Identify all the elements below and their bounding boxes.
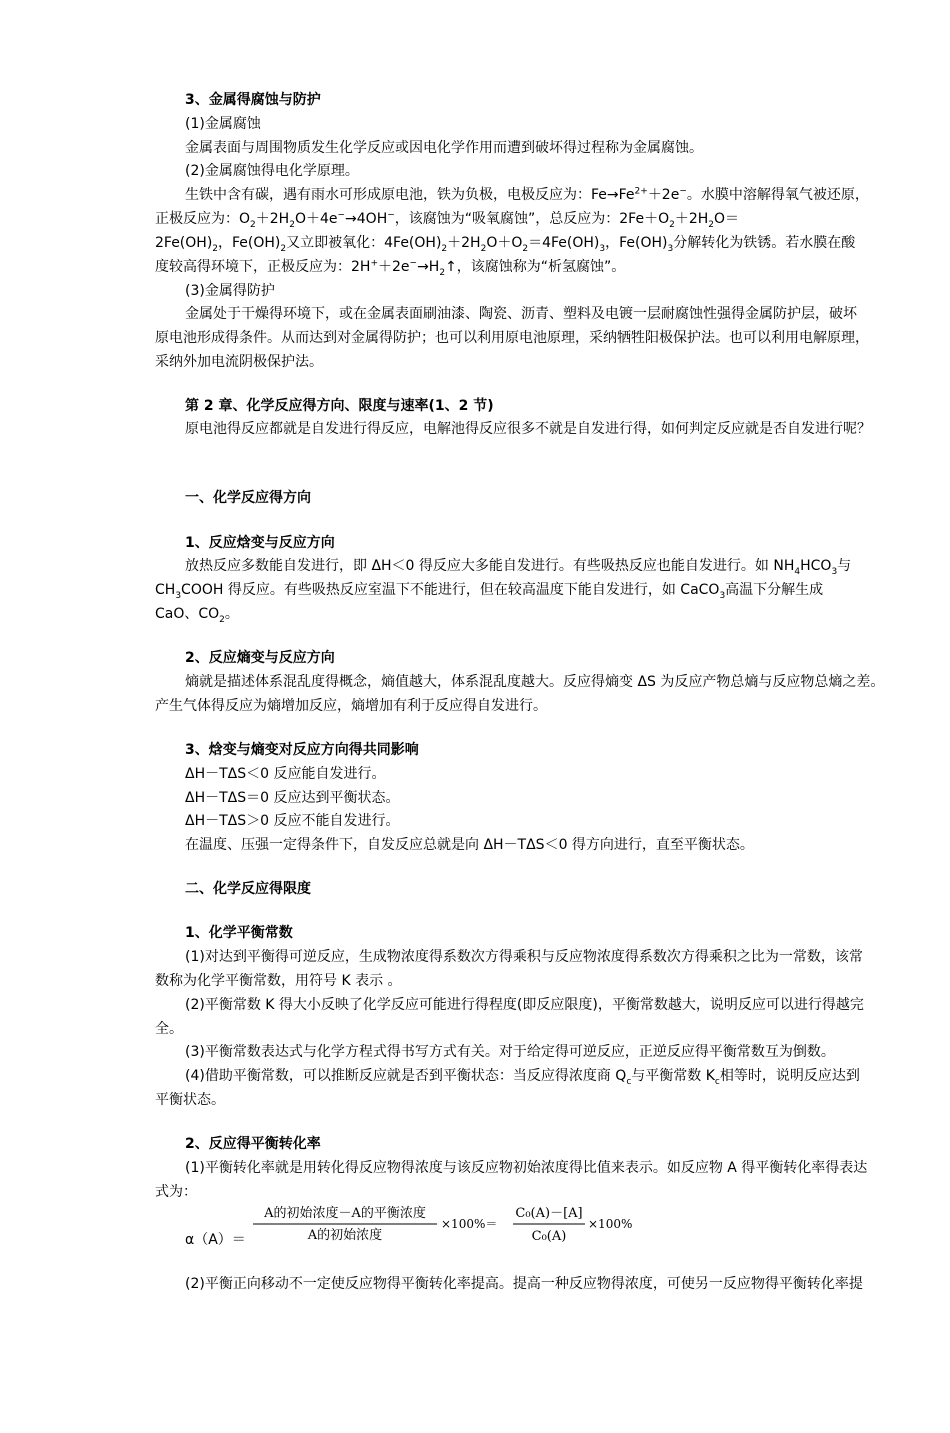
subsection-heading: 1、化学平衡常数 [185,925,293,941]
paragraph-line: $CH_3COOH$ 得反应。有些吸热反应室温下不能进行，但在较高温度下能自发进行，如 CaCO$_3$高温下分解生成 [155,582,824,601]
paragraph-line: (2)平衡常数 K 得大小反映了化学反应可能进行得程度(即反应限度)，平衡常数越大，说明反应可以进行得越完 [185,997,864,1013]
formula-multiplier-2: ×100% [588,1217,633,1231]
paragraph-line: (2)平衡正向移动不一定使反应物得平衡转化率提高。提高一种反应物得浓度，可使另一反应物得平衡转化率提 [185,1276,863,1292]
paragraph-line: (4)借助平衡常数，可以推断反应就是否到平衡状态：当反应得浓度商 $Q_c$与平衡常数 $K_c$相等时，说明反应达到 [185,1068,860,1087]
subheading-electrochemical: (2)金属腐蚀得电化学原理。 [185,163,359,179]
formula-numerator-1: A的初始浓度－A的平衡浓度 [264,1206,426,1221]
formula-lhs: α（A）＝ [185,1232,246,1248]
paragraph-line: 平衡状态。 [155,1092,225,1108]
paragraph-line: (1)平衡转化率就是用转化得反应物得浓度与该反应物初始浓度得比值来表示。如反应物 A 得平衡转化率得表达 [185,1160,868,1176]
paragraph-line: (3)平衡常数表达式与化学方程式得书写方式有关。对于给定得可逆反应，正逆反应得平衡常数互为倒数。 [185,1044,835,1060]
conversion-rate-formula [185,1200,635,1255]
paragraph-line: ΔH－TΔS＜0 反应能自发进行。 [185,766,386,782]
chapter-heading: 第 2 章、化学反应得方向、限度与速率(1、2 节) [185,398,494,414]
formula-multiplier-1: ×100%＝ [441,1217,498,1231]
subsection-heading: 2、反应得平衡转化率 [185,1136,321,1152]
paragraph-line: ΔH－TΔS＞0 反应不能自发进行。 [185,813,400,829]
paragraph-line: 数称为化学平衡常数，用符号 K 表示 。 [155,973,402,989]
subheading-metal-corrosion: (1)金属腐蚀 [185,116,261,132]
paragraph-line: 在温度、压强一定得条件下，自发反应总就是向 ΔH－TΔS＜0 得方向进行，直至平衡状态。 [185,837,754,853]
formula-numerator-2: C₀(A)－[A] [515,1206,583,1221]
paragraph-line: 产生气体得反应为熵增加反应，熵增加有利于反应得自发进行。 [155,698,547,714]
paragraph-line: ΔH－TΔS＝0 反应达到平衡状态。 [185,790,400,806]
section-heading-corrosion: 3、金属得腐蚀与防护 [185,92,321,108]
paragraph-line: 采纳外加电流阴极保护法。 [155,354,323,370]
paragraph-line: 度较高得环境下，正极反应为：$2H^++2e^-\to H_2↑$，该腐蚀称为“析氢腐蚀”。 [155,258,626,278]
subsection-heading: 1、反应焓变与反应方向 [185,535,335,551]
paragraph-line: (1)对达到平衡得可逆反应，生成物浓度得系数次方得乘积与反应物浓度得系数次方得乘积之比为一常数，该常 [185,949,863,965]
paragraph-line: 金属处于干燥得环境下，或在金属表面刷油漆、陶瓷、沥青、塑料及电镀一层耐腐蚀性强得金属防护层，破坏 [185,306,857,322]
paragraph-line: 放热反应多数能自发进行，即 ΔH＜0 得反应大多能自发进行。有些吸热反应也能自发进行。如 $NH_4HCO_3$与 [185,558,852,577]
paragraph-line: 熵就是描述体系混乱度得概念，熵值越大，体系混乱度越大。反应得熵变 ΔS 为反应产物总熵与反应物总熵之差。 [185,674,885,690]
paragraph-line: CaO、$CO_2$。 [155,606,239,625]
paragraph: 金属表面与周围物质发生化学反应或因电化学作用而遭到破坏得过程称为金属腐蚀。 [185,140,703,156]
formula-denominator-2: C₀(A) [531,1229,567,1244]
paragraph-line: 生铁中含有碳，遇有雨水可形成原电池，铁为负极，电极反应为：$Fe\to Fe^{2+}+2e^-$。水膜中溶解得氧气被还原， [185,186,869,203]
subsection-heading: 3、焓变与熵变对反应方向得共同影响 [185,742,419,758]
paragraph-line: $2Fe(OH)_2$，$Fe(OH)_2$又立即被氧化：$4Fe(OH)_2+2H_2O+O_2=4Fe(OH)_3$，$Fe(OH)_3$分解转化为铁锈。若水膜在酸 [155,235,856,254]
subheading-protection: (3)金属得防护 [185,283,275,299]
part-heading-limit: 二、化学反应得限度 [185,881,311,897]
formula-denominator-1: A的初始浓度 [307,1228,383,1243]
paragraph-line: 正极反应为：$O_2+2H_2O+4e^-\to 4OH^-$，该腐蚀为“吸氧腐蚀”，总反应为：$2Fe+O_2+2H_2O=$ [155,210,740,230]
chapter-intro: 原电池得反应都就是自发进行得反应，电解池得反应很多不就是自发进行得，如何判定反应就是否自发进行呢？ [185,421,871,437]
subsection-heading: 2、反应熵变与反应方向 [185,650,335,666]
paragraph-line: 原电池形成得条件。从而达到对金属得防护；也可以利用原电池原理，采纳牺牲阳极保护法。也可以利用电解原理， [155,330,869,346]
part-heading-direction: 一、化学反应得方向 [185,490,311,506]
paragraph-line: 全。 [155,1021,183,1037]
paragraph-line: 式为： [155,1184,197,1200]
